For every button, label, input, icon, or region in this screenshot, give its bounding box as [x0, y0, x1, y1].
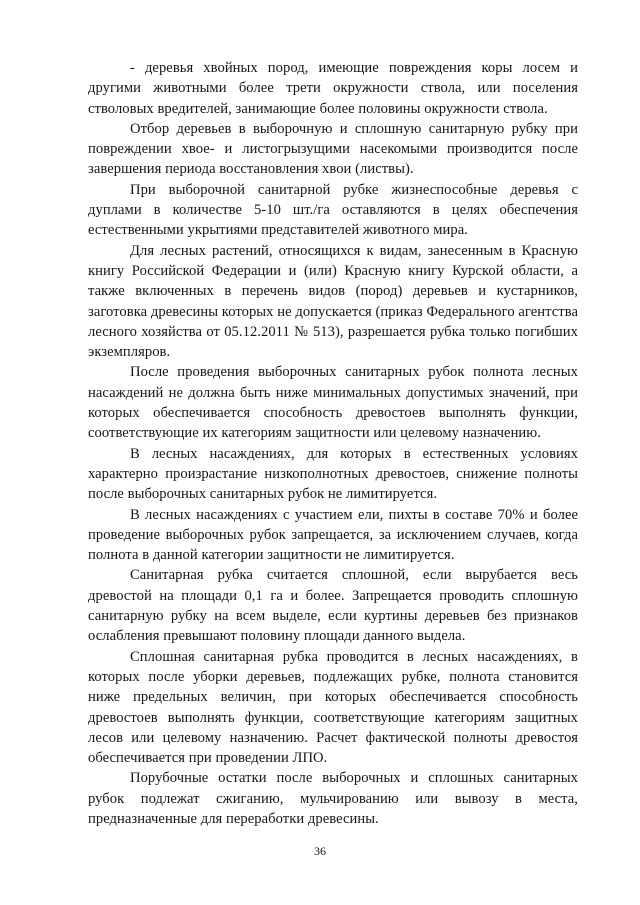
document-body — [88, 58, 578, 829]
paragraph-10: Порубочные остатки после выборочных и сплошных санитарных рубок подлежат сжиганию, мульчированию или вывозу в места, предназначенные для переработки древесины. — [88, 770, 578, 827]
paragraph-8: Санитарная рубка считается сплошной, если вырубается весь древостой на площади 0,1 га и более. Запрещается проводить сплошную санитарную рубку на всем выделе, если куртины деревьев без признаков ослабления превышают половину площади данного выдела. — [88, 567, 578, 645]
paragraph-2: Отбор деревьев в выборочную и сплошную санитарную рубку при повреждении хвое- и листогрызущими насекомыми производится после завершения периода восстановления хвои (листвы). — [88, 120, 578, 178]
paragraph-9: Сплошная санитарная рубка проводится в лесных насаждениях, в которых после уборки деревьев, подлежащих рубке, полнота становится ниже предельных величин, при которых обеспечивается способность древостоев выполнять функции, соответствующие категориям защитных лесов или целевому назначению. Расчет фактической полноты древостоя обеспечивается при проведении ЛПО. — [88, 648, 578, 767]
paragraph-4: Для лесных растений, относящихся к видам, занесенным в Красную книгу Российской Федерации и (или) Красную книгу Курской области, а также включенных в перечень видов (пород) деревьев и кустарников, заготовка древесины которых не допускается (приказ Федерального агентства лесного хозяйства от 05.12.2011 № 513), разрешается рубка только погибших экземпляров. — [88, 242, 578, 361]
paragraph-5: После проведения выборочных санитарных рубок полнота лесных насаждений не должна быть ниже минимальных допустимых значений, при которых обеспечивается способность древостоев выполнять функции, соответствующие их категориям защитности или целевому назначению. — [88, 364, 578, 442]
paragraph-7: В лесных насаждениях с участием ели, пихты в составе 70% и более проведение выборочных рубок запрещается, за исключением случаев, когда полнота в данной категории защитности не лимитируется. — [88, 506, 578, 564]
paragraph-6: В лесных насаждениях, для которых в естественных условиях характерно произрастание низкополнотных древостоев, снижение полноты после выборочных санитарных рубок не лимитируется. — [88, 445, 578, 503]
paragraph-1: - деревья хвойных пород, имеющие повреждения коры лосем и другими животными более трети окружности ствола, или поселения стволовых вредителей, занимающие более половины окружности ствола. — [88, 60, 578, 117]
paragraph-3: При выборочной санитарной рубке жизнеспособные деревья с дуплами в количестве 5-10 шт./га оставляются в целях обеспечения естественными укрытиями представителей животного мира. — [88, 181, 578, 239]
page-number: 36 — [314, 844, 326, 858]
